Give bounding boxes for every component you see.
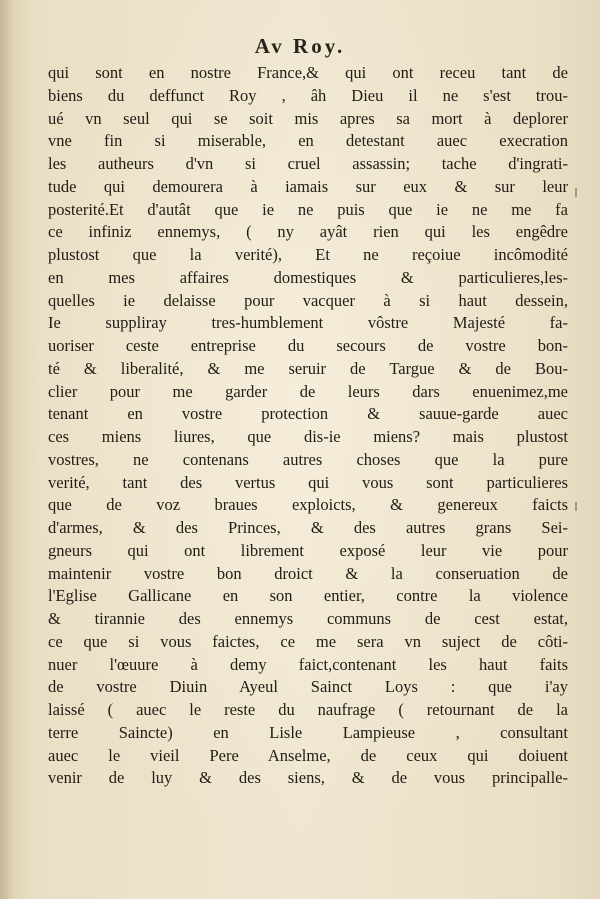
text-line: vne fin si miserable, en detestant auec execration [48,131,568,151]
text-line: Ie suppliray tres-humblement vôstre Majesté fa- [48,313,568,333]
text-line: ces miens liures, que dis-ie miens? mais plustost [48,427,568,446]
text-line: tenant en vostre protection & sauue-garde auec [48,404,568,424]
page-gutter-shadow [0,0,14,899]
text-line: laissé ( auec le reste du naufrage ( retournant de la [48,700,568,719]
text-line: d'armes, & des Princes, & des autres grans Sei- [48,518,568,537]
text-line: uoriser ceste entreprise du secours de vostre bon- [48,336,568,355]
text-line: que de voz braues exploicts, & genereux faicts [48,495,568,515]
text-line: nuer l'œuure à demy faict,contenant les haut faits [48,654,568,674]
running-head: Av Roy. [254,34,346,58]
text-line: terre Saincte) en Lisle Lampieuse , consultant [48,722,568,742]
text-line: clier pour me garder de leurs dars enuenimez,me [48,381,568,401]
text-line: maintenir vostre bon droict & la conseruation de [48,563,568,583]
body-text [48,62,568,790]
text-line: gneurs qui ont librement exposé leur vie pour [48,540,568,560]
text-line: & tirannie des ennemys communs de cest estat, [48,609,568,628]
text-line: en mes affaires domestiques & particulieres,les- [48,267,568,287]
text-line: plustost que la verité), Et ne reçoiue incômodité [48,245,568,264]
margin-mark [575,188,577,197]
text-line: biens du deffunct Roy , âh Dieu il ne s'est trou- [48,85,568,105]
text-line: vostres, ne contenans autres choses que la pure [48,449,568,469]
text-line: les autheurs d'vn si cruel assassin; tache d'ingrati- [48,154,568,173]
text-line: té & liberalité, & me seruir de Targue & de Bou- [48,358,568,378]
text-line: ce infiniz ennemys, ( ny ayât rien qui les engêdre [48,222,568,242]
text-line: l'Eglise Gallicane en son entier, contre la violence [48,586,568,606]
text-line: ce que si vous faictes, ce me sera vn suject de côti- [48,631,568,651]
text-line: auec le vieil Pere Anselme, de ceux qui doiuent [48,745,568,765]
text-line: qui sont en nostre France,& qui ont receu tant de [48,63,568,82]
margin-mark [575,502,577,511]
text-line: quelles ie delaisse pour vacquer à si haut dessein, [48,290,568,310]
text-line: posterité.Et d'autât que ie ne puis que ie ne me fa [48,199,568,219]
text-line: ué vn seul qui se soit mis apres sa mort à deplorer [48,108,568,128]
text-line: venir de luy & des siens, & de vous principalle- [48,768,568,788]
text-line: tude qui demourera à iamais sur eux & sur leur [48,176,568,196]
text-line: verité, tant des vertus qui vous sont particulieres [48,472,568,492]
text-line: de vostre Diuin Ayeul Sainct Loys : que i'ay [48,677,568,697]
